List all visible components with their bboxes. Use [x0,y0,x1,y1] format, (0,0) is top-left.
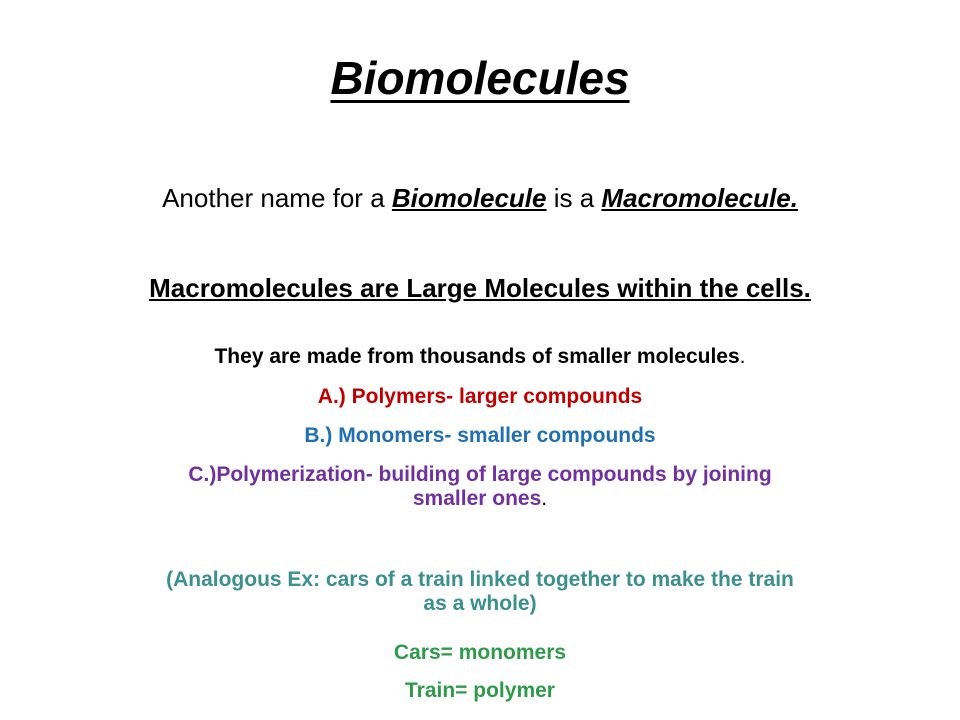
item-monomers: B.) Monomers- smaller compounds [304,424,656,447]
subtext-line [0,345,960,369]
subtext-period: . [739,345,746,368]
intro-middle: is a [546,183,602,213]
train-polymer: Train= polymer [405,679,555,702]
analogy-line1: (Analogous Ex: cars of a train linked together to make the train [166,568,794,591]
intro-prefix: Another name for a [162,183,392,213]
item-polymerization-line2-text: smaller ones [412,487,542,511]
subtext-text: They are made from thousands of smaller molecules [214,345,740,368]
item-polymerization [0,463,960,511]
analogy-line2: as a whole) [423,592,537,616]
intro-term-macromolecule: Macromolecule. [601,183,798,213]
cars-monomers: Cars= monomers [393,641,567,664]
macromolecule-statement: Macromolecules are Large Molecules within the cells. [149,273,811,303]
intro-term-biomolecule: Biomolecule [391,183,547,213]
item-polymerization-line2 [0,487,960,511]
item-polymerization-line1: C.)Polymerization- building of large compounds by joining [188,463,772,486]
analogy-example [0,568,960,616]
item-polymers: A.) Polymers- larger compounds [317,385,643,408]
slide-title: Biomolecules [330,52,630,104]
item-polymerization-period: . [541,487,548,511]
intro-sentence [0,184,960,214]
